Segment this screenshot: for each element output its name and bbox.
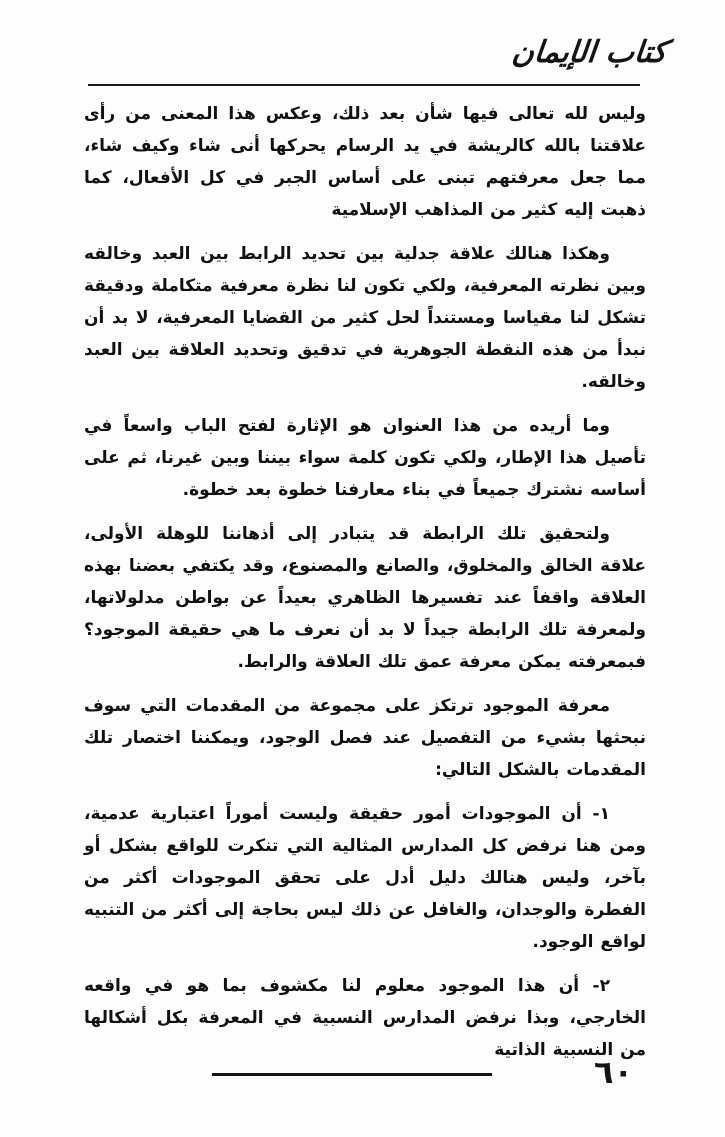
header-rule [88,84,640,86]
body-paragraph-numbered-item-2: ٢- أن هذا الموجود معلوم لنا مكشوف بما هو في واقعه الخارجي، وبذا نرفض المدارس النسبية في المعرفة بكل أشكالها من النسبية الذاتية [84,976,646,1060]
body-paragraph: وما أريده من هذا العنوان هو الإثارة لفتح الباب واسعاً في تأصيل هذا الإطار، ولكي تكون كلمة سواء بيننا وبين غيرنا، ثم على أساسه نشترك جميعاً في بناء معارفنا خطوة بعد خطوة. [84,416,646,500]
body-paragraph: معرفة الموجود ترتكز على مجموعة من المقدمات التي سوف نبحثها بشيء من التفصيل عند فصل الوجود، ويمكننا اختصار تلك المقدمات بالشكل التالي: [84,696,646,780]
body-paragraph: وهكذا هنالك علاقة جدلية بين تحديد الرابط بين العبد وخالقه وبين نظرته المعرفية، ولكي تكون لنا نظرة معرفية متكاملة ودقيقة تشكل لنا مقياسا ومستنداً لحل كثير من القضايا المعرفية، لا بد أن نبدأ من هذه النقطة الجوهرية في تدقيق وتحديد العلاقة بين العبد وخالقه. [84,244,646,392]
page-number: ٦٠ [593,1053,633,1091]
body-paragraph: وليس لله تعالى فيها شأن بعد ذلك، وعكس هذا المعنى من رأى علاقتنا بالله كالريشة في يد الرسام يحركها أنى شاء وكيف شاء، مما جعل معرفتهم تبنى على أساس الجبر في كل الأفعال، كما ذهبت إليه كثير من المذاهب الإسلامية [84,104,646,220]
body-paragraph: ولتحقيق تلك الرابطة قد يتبادر إلى أذهاننا للوهلة الأولى، علاقة الخالق والمخلوق، والصانع والمصنوع، وقد يكتفي بعضنا بهذه العلاقة واقفاً عند تفسيرها الظاهري بعيداً عن بواطن مدلولاتها، ولمعرفة تلك الرابطة جيداً لا بد أن نعرف ما هي حقيقة الموجود؟فبمعرفته يمكن معرفة عمق تلك العلاقة والرابط. [84,524,646,672]
book-title-calligraphy: كتاب الإيمان [510,35,669,70]
body-text-block [84,98,646,1078]
body-paragraph-numbered-item-1: ١- أن الموجودات أمور حقيقة وليست أموراً اعتبارية عدمية، ومن هنا نرفض كل المدارس المثالية التي تنكرت للواقع بشكل أو بآخر، وليس هنالك دليل أدل على تحقق الموجودات أكثر من الفطرة والوجدان، والغافل عن ذلك ليس بحاجة إلى أكثر من التنبيه لواقع الوجود. [84,804,646,952]
footer-rule [212,1073,492,1076]
